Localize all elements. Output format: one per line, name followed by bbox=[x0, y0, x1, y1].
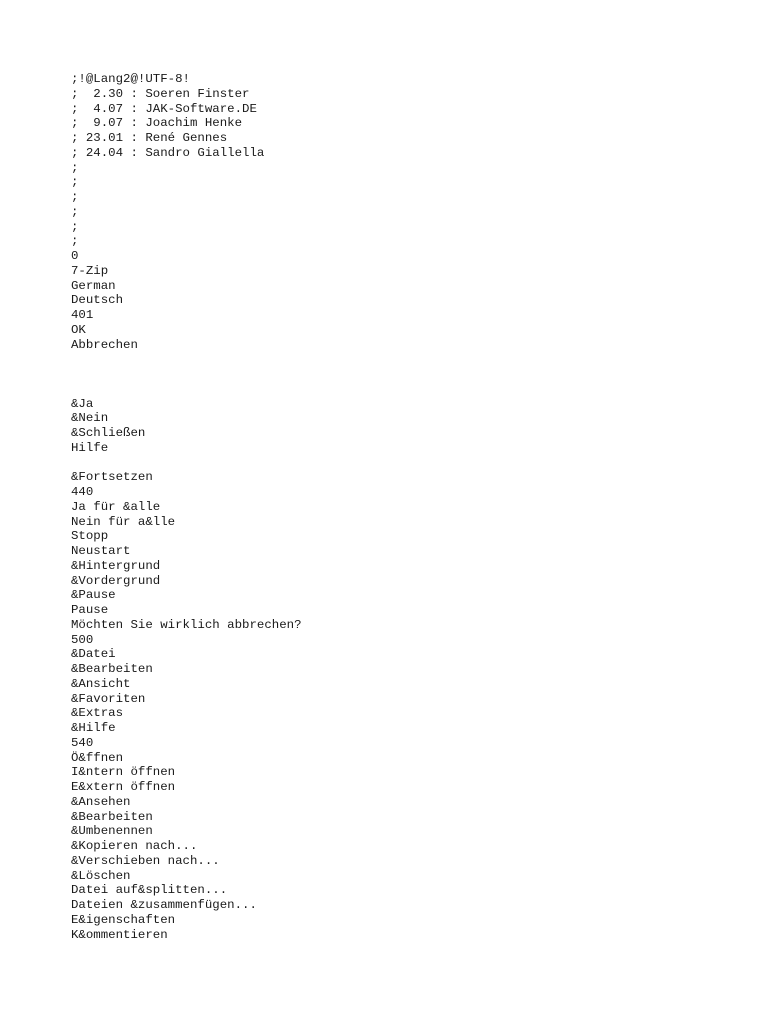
text-line: &Nein bbox=[71, 411, 109, 426]
text-line: Stopp bbox=[71, 529, 109, 544]
text-line: Neustart bbox=[71, 544, 131, 558]
text-line: &Bearbeiten bbox=[71, 809, 153, 824]
text-line: Abbrechen bbox=[71, 337, 138, 352]
text-line: ; 24.04 : Sandro Giallella bbox=[71, 145, 265, 160]
text-line: &Kopieren nach... bbox=[71, 839, 198, 853]
text-line: &Umbenennen bbox=[71, 824, 153, 839]
text-line: Ja für &alle bbox=[71, 499, 161, 514]
text-line: &Ansicht bbox=[71, 676, 131, 691]
text-line: &Fortsetzen bbox=[71, 470, 153, 485]
text-line: ; 23.01 : René Gennes bbox=[71, 131, 228, 145]
text-line: Datei auf&splitten... bbox=[71, 883, 228, 898]
text-line: &Löschen bbox=[71, 868, 131, 883]
text-line: ; 4.07 : JAK-Software.DE bbox=[71, 101, 257, 116]
text-line: &Ansehen bbox=[71, 794, 131, 809]
text-line: 401 bbox=[71, 308, 94, 322]
text-line: Hilfe bbox=[71, 440, 109, 455]
text-line: Pause bbox=[71, 603, 109, 617]
text-line: Möchten Sie wirklich abbrechen? bbox=[71, 617, 302, 632]
text-line: E&xtern öffnen bbox=[71, 780, 176, 794]
text-line: 7-Zip bbox=[71, 263, 109, 278]
text-line: Nein für a&lle bbox=[71, 514, 176, 529]
text-line: ; 9.07 : Joachim Henke bbox=[71, 116, 243, 131]
text-line: Deutsch bbox=[71, 293, 124, 308]
text-line: ; bbox=[71, 160, 79, 175]
text-line: OK bbox=[71, 322, 86, 337]
text-line: &Bearbeiten bbox=[71, 662, 153, 676]
blank-line bbox=[71, 367, 302, 382]
text-line: K&ommentieren bbox=[71, 927, 168, 942]
text-line: 540 bbox=[71, 735, 94, 750]
text-line: 440 bbox=[71, 485, 94, 499]
text-document bbox=[71, 72, 302, 942]
text-line: Dateien &zusammenfügen... bbox=[71, 898, 257, 912]
text-line: ; bbox=[71, 190, 79, 204]
text-line: 500 bbox=[71, 632, 94, 647]
text-line: 0 bbox=[71, 249, 79, 263]
text-line: ;!@Lang2@!UTF-8! bbox=[71, 72, 190, 86]
blank-line bbox=[71, 382, 302, 397]
text-line: ; bbox=[71, 219, 79, 234]
text-line: &Ja bbox=[71, 396, 94, 411]
text-line: Ö&ffnen bbox=[71, 750, 124, 765]
blank-line bbox=[71, 456, 302, 471]
text-line: ; bbox=[71, 175, 79, 190]
text-line: &Verschieben nach... bbox=[71, 853, 220, 868]
text-line: &Datei bbox=[71, 647, 116, 662]
text-line: &Extras bbox=[71, 706, 124, 721]
text-line: &Pause bbox=[71, 588, 116, 603]
text-line: &Schließen bbox=[71, 426, 146, 440]
text-line: &Vordergrund bbox=[71, 573, 161, 588]
text-line: ; bbox=[71, 234, 79, 249]
text-line: &Favoriten bbox=[71, 691, 146, 706]
text-line: German bbox=[71, 278, 116, 293]
text-line: I&ntern öffnen bbox=[71, 765, 176, 780]
text-line: &Hilfe bbox=[71, 721, 116, 735]
text-line: &Hintergrund bbox=[71, 558, 161, 573]
text-line: E&igenschaften bbox=[71, 912, 176, 927]
text-line: ; bbox=[71, 204, 79, 219]
blank-line bbox=[71, 352, 302, 367]
text-line: ; 2.30 : Soeren Finster bbox=[71, 86, 250, 101]
